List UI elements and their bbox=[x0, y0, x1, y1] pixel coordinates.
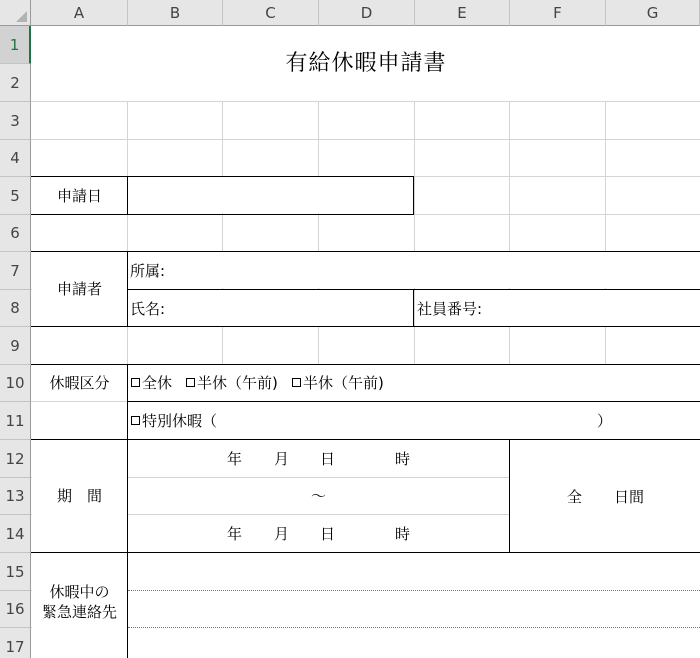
end-month-label: 月 bbox=[274, 525, 290, 543]
leave-option-half-day-pm[interactable]: 半休（午前) bbox=[292, 374, 384, 392]
row-header-5[interactable]: 5 bbox=[0, 177, 31, 215]
column-header-f[interactable]: F bbox=[510, 0, 606, 26]
row-header-6[interactable]: 6 bbox=[0, 215, 31, 252]
start-datetime-field[interactable] bbox=[128, 440, 509, 477]
column-header-e[interactable]: E bbox=[415, 0, 510, 26]
row-header-2[interactable]: 2 bbox=[0, 64, 31, 102]
row-header-14[interactable]: 14 bbox=[0, 515, 31, 553]
emergency-contact-label-line2: 緊急連絡先 bbox=[41, 603, 117, 621]
end-day-label: 日 bbox=[320, 525, 336, 543]
leave-type-label: 休暇区分 bbox=[49, 374, 110, 392]
end-datetime-field[interactable] bbox=[128, 515, 509, 552]
emergency-contact-label bbox=[32, 580, 127, 624]
column-header-a[interactable]: A bbox=[31, 0, 128, 26]
employee-number-label: 社員番号: bbox=[417, 300, 483, 318]
leave-option-full-day[interactable]: 全休 bbox=[131, 374, 172, 392]
applicant-label: 申請者 bbox=[56, 280, 102, 298]
total-days-field[interactable] bbox=[583, 478, 613, 514]
row-header-11[interactable]: 11 bbox=[0, 402, 31, 440]
total-label: 全 bbox=[567, 488, 583, 506]
checkbox-icon[interactable] bbox=[131, 416, 140, 425]
row-header-16[interactable]: 16 bbox=[0, 591, 31, 628]
row-header-7[interactable]: 7 bbox=[0, 252, 31, 290]
employee-number-field[interactable] bbox=[490, 290, 700, 326]
column-header-c[interactable]: C bbox=[223, 0, 319, 26]
select-all-triangle-icon bbox=[16, 11, 27, 22]
row-header-15[interactable]: 15 bbox=[0, 553, 31, 591]
end-year-label: 年 bbox=[227, 525, 243, 543]
checkbox-icon[interactable] bbox=[131, 378, 140, 387]
period-label: 期 間 bbox=[56, 487, 102, 505]
department-field[interactable] bbox=[128, 252, 700, 289]
select-all-corner[interactable] bbox=[0, 0, 31, 26]
emergency-contact-field[interactable] bbox=[128, 553, 700, 658]
name-label: 氏名: bbox=[130, 300, 166, 318]
special-leave-reason-field[interactable] bbox=[215, 402, 595, 439]
start-day-label: 日 bbox=[320, 450, 336, 468]
checkbox-icon[interactable] bbox=[186, 378, 195, 387]
row-header-3[interactable]: 3 bbox=[0, 102, 31, 140]
row-header-17[interactable]: 17 bbox=[0, 628, 31, 658]
row-header-9[interactable]: 9 bbox=[0, 327, 31, 365]
days-label: 日間 bbox=[614, 488, 645, 506]
special-leave-close-paren: ） bbox=[597, 412, 613, 430]
form-title[interactable]: 有給休暇申請書 bbox=[285, 50, 447, 76]
column-header-b[interactable]: B bbox=[128, 0, 223, 26]
start-year-label: 年 bbox=[227, 450, 243, 468]
row-header-13[interactable]: 13 bbox=[0, 478, 31, 515]
start-hour-label: 時 bbox=[395, 450, 411, 468]
application-date-field[interactable] bbox=[128, 177, 413, 214]
emergency-contact-label-line1: 休暇中の bbox=[49, 583, 110, 601]
checkbox-icon[interactable] bbox=[292, 378, 301, 387]
name-field[interactable] bbox=[175, 290, 413, 326]
column-header-g[interactable]: G bbox=[606, 0, 700, 26]
application-date-label: 申請日 bbox=[56, 186, 102, 205]
period-tilde: ～ bbox=[310, 487, 326, 505]
row-header-4[interactable]: 4 bbox=[0, 140, 31, 177]
row-header-12[interactable]: 12 bbox=[0, 440, 31, 478]
leave-option-half-day-am[interactable]: 半休（午前) bbox=[186, 374, 278, 392]
start-month-label: 月 bbox=[274, 450, 290, 468]
row-header-10[interactable]: 10 bbox=[0, 365, 31, 402]
leave-option-special[interactable]: 特別休暇（ bbox=[131, 412, 217, 430]
department-label: 所属: bbox=[130, 262, 166, 280]
column-header-d[interactable]: D bbox=[319, 0, 415, 26]
end-hour-label: 時 bbox=[395, 525, 411, 543]
row-header-1[interactable]: 1 bbox=[0, 26, 31, 64]
row-header-8[interactable]: 8 bbox=[0, 290, 31, 327]
